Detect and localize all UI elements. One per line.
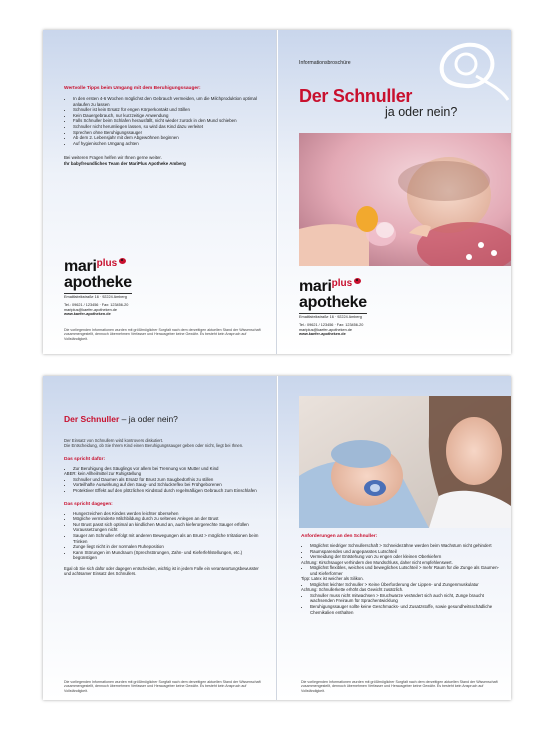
back-page [43,30,277,354]
cover-subtitle: ja oder nein? [385,105,458,119]
req-item: • Möglichst leichter Schnuller > Keine Überforderung der Lippen- und Zungenmuskulatur [310,582,505,588]
tipp-note: Tipp: Latex ist weicher als Silikon. [301,576,364,582]
pro-item: • Protektiver Effekt auf den plötzlichen Kindstod durch regelmäßigen Gebrauch zum Einschlafen [73,488,260,494]
logo-mari: mari [299,278,332,295]
achtung-note: Achtung: Kirschsauger verhindern den Mundschluss, daher nicht empfehlenswert. [301,559,453,565]
address: Emailfabrikstraße 16 · 92224 Amberg [299,313,367,320]
requirements-section [301,534,505,615]
pro-item: • Schnuller und Daumen als Ersatz für Brust zum Saugbedürfnis zu stillen [73,477,260,483]
pharmacy-logo [64,258,132,317]
pro-item: • Zur Beruhigung des Säuglings vor allem bei Trennung von Mutter und Kind [73,466,260,472]
pro-item: • Vorteilhafte Auswirkung auf den Saug- und Schluckreflex bei Frühgeborenen [73,482,260,488]
req-list-d [301,593,505,615]
logo-plus: plus [331,278,353,289]
disclaimer: Die vorliegenden Informationen wurden mit größtmöglicher Sorgfalt nach dem derzeitigen aktuellen Stand der Wissenschaft zusammengestellt, dennoch übernehmen Verfasser und Herausgeber keine Gewähr. Es besteht kein Anspruch auf Vollständigkeit. [64,328,261,341]
inner-right-page [278,376,511,700]
brochure-inner-spread [43,376,511,700]
tip-item: • Falls Schnuller beim Schlafen herausfällt, nicht wieder zurück in den Mund schieben [73,118,264,124]
inner-left-content [64,438,260,577]
con-item: • Kann Störungen im Mundraum (Sprechstörungen, Zahn- und Kieferfehlstellungen, etc.) begünstigen [73,550,260,561]
aber-line: ABER: kein Allheilmittel zur Ruhigstellung [64,471,142,477]
req-item: • Möglichst flexibles, weiches und bewegliches Lutschteil > mehr Raum für die Zunge als Gaumen- und Kieferformer [310,565,505,576]
inner-title-rest: – ja oder nein? [121,414,178,424]
brochure-outer-spread [43,30,511,354]
req-list-b [301,565,505,576]
cover-title: Der Schnuller [299,86,413,106]
req-item: • Möglichst niedriger Schnullerschaft > Schneidezähne werden beim Wachstum nicht gehindert [310,543,505,549]
con-item: • Zunge liegt nicht in der normalen Ruheposition [73,544,260,550]
team-line: Ihr babyfreundliches Team der MariPlus Apotheke Amberg [64,160,186,166]
achtung-note: Achtung: Schnullerkette erhöht das Gewicht zusätzlich. [301,587,404,593]
req-list [301,543,505,560]
con-item: • Nur Brust passt sich optimal an kindlichen Mund an, auch kieferorgerechte Sauger erfüllen Voraussetzungen nicht [73,522,260,533]
intro-line: Die Entscheidung, ob Sie Ihrem Kind einen Beruhigungssauger geben oder nicht, liegt bei Ihnen. [64,443,244,449]
pharmacy-logo [299,278,367,337]
tip-item: • Schnuller ist kein Ersatz für engen Körperkontakt und Stillen [73,107,264,113]
logo-mari: mari [64,258,97,275]
website: www.kaefer-apotheken.de [64,312,111,317]
logo-plus: plus [96,258,118,269]
ladybug-icon [354,278,361,284]
ladybug-icon [119,258,126,264]
mother-baby-photo [299,396,511,528]
pro-heading: Das spricht dafür: [64,456,106,462]
pro-list-b [64,477,260,494]
email: mariplus@kaefer-apotheken.de [299,327,353,332]
con-heading: Das spricht dagegen: [64,501,113,507]
req-item: • Beruhigungssauger sollte keine Geschmacks- und Zusatzstoffe, sowie gesundheitsschädliche Chemikalien enthalten [310,604,505,615]
cover-page [278,30,511,354]
inner-left-page [43,376,277,700]
disclaimer: Die vorliegenden Informationen wurden mit größtmöglicher Sorgfalt nach dem derzeitigen aktuellen Stand der Wissenschaft zusammengestellt, dennoch übernehmen Verfasser und Herausgeber keine Gewähr. Es besteht kein Anspruch auf Vollständigkeit. [64,680,261,693]
outro: Egal ob Sie sich dafür oder dagegen entscheiden, wichtig ist in jedem Falle ein verantwortungsbewusster und achtsamer Einsatz des Schnullers. [64,565,259,577]
con-item: • Sauger am Schnuller erfolgt mit anderen Bewegungen als an Brust > mögliche Irritationen beim Trinken [73,533,260,544]
tip-item: • Auf hygienischen Umgang achten [73,141,264,147]
pacifier-outline-icon [428,34,510,102]
tip-item: • Schnuller nicht herumliegen lassen, so wird das Kind dazu verleitet [73,124,264,130]
intro-line: Der Einsatz von Schnullern wird kontrovers diskutiert. [64,438,164,443]
con-item: • Mögliche verminderte Milchbildung durch zu seltenes Anlegen an der Brust [73,516,260,522]
con-item: • Hungerzeichen des Kindes werden leichter übersehen [73,511,260,517]
tip-item: • In den ersten 4-6 Wochen möglichst den Gebrauch vermeiden, um die Milchproduktion optimal anlaufen zu lassen [73,96,264,107]
req-item: • Vermeidung der Entstehung von zu engen oder kleinen Oberkiefern [310,554,505,560]
cover-photo-baby [299,133,511,266]
logo-apotheke: apotheke [299,294,367,311]
closing-line: Bei weiteren Fragen helfen wir Ihnen gerne weiter. [64,155,162,161]
brochure-label: Informationsbroschüre [299,60,351,66]
email: mariplus@kaefer-apotheken.de [64,307,118,312]
tip-item: • Ab dem 2. Lebensjahr mit dem Abgewöhnen beginnen [73,135,264,141]
tip-item: • Sprechen ohne Beruhigungssauger [73,130,264,136]
inner-title-red: Der Schnuller [64,414,120,424]
con-list [64,511,260,561]
website: www.kaefer-apotheken.de [299,332,346,337]
tips-list [64,96,264,146]
tip-item: • Kein Dauergebrauch, nur kurzzeitige Anwendung [73,113,264,119]
req-item: • Schnuller muss nicht mitwachsen > Bruchwarze verändert sich auch nicht, Zunge braucht wachsenden Freiraum für Sprachentwicklung [310,593,505,604]
tips-heading: Wertvolle Tipps beim Umgang mit dem Beruhigungssauger: [64,86,201,91]
logo-apotheke: apotheke [64,274,132,291]
phone: Tel.: 09621 / 123456 · Fax: 123456-20 [64,302,129,307]
req-item: • Raumsparendes und angepasstes Lutschteil [310,549,505,555]
phone: Tel.: 09621 / 123456 · Fax: 123456-20 [299,322,364,327]
tips-section [64,86,264,167]
address: Emailfabrikstraße 16 · 92224 Amberg [64,293,132,300]
req-heading: Anforderungen an den Schnuller: [301,534,378,539]
inner-title [64,414,264,424]
disclaimer: Die vorliegenden Informationen wurden mit größtmöglicher Sorgfalt nach dem derzeitigen aktuellen Stand der Wissenschaft zusammengestellt, dennoch übernehmen Verfasser und Herausgeber keine Gewähr. Es besteht kein Anspruch auf Vollständigkeit. [301,680,498,693]
